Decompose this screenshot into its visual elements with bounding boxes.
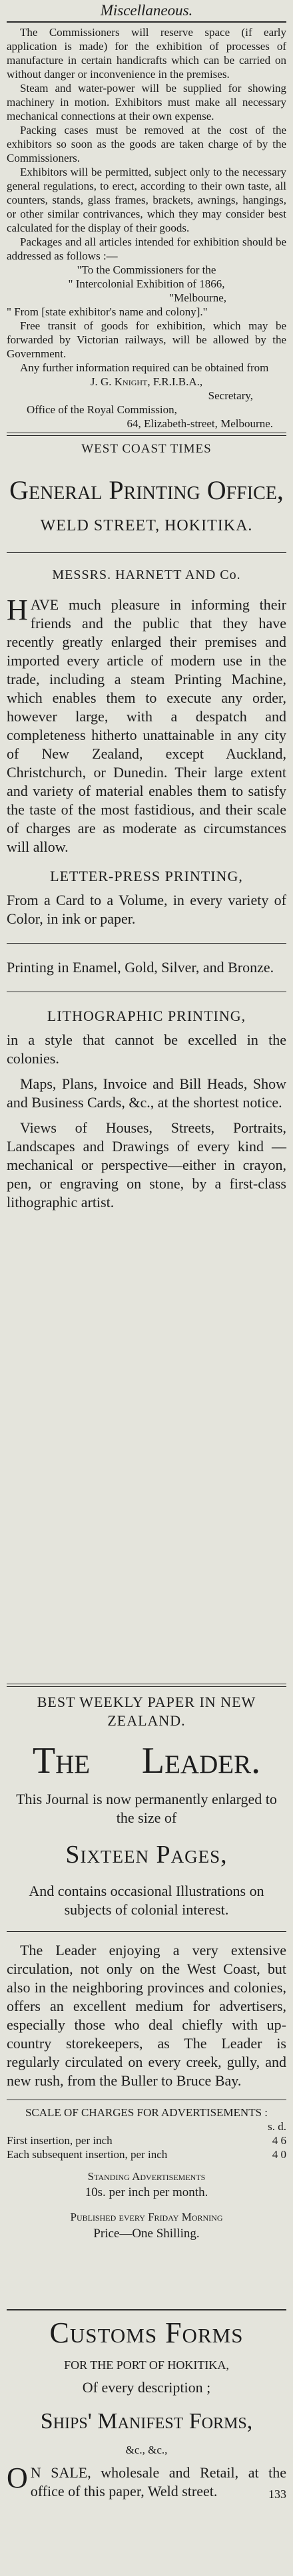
views-text: Views of Houses, Streets, Portraits, Landscapes and Drawings of every kind —mechanical or perspective—either in crayon, pen, or engraving on stone, by a first-class lithographic artist. xyxy=(7,1119,286,1210)
letterpress-text: From a Card to a Volume, in every variety of Color, in ink or paper. xyxy=(7,892,286,927)
best-paper-line: ZEALAND. xyxy=(107,1712,186,1729)
divider xyxy=(7,552,286,553)
sd-label: s. d. xyxy=(268,2120,286,2133)
price-row xyxy=(7,2133,286,2147)
exhibition-paragraph: Packages and all articles intended for exhibition should be addressed as follows :— xyxy=(7,236,286,262)
address-line: "Melbourne, xyxy=(169,291,226,304)
divider xyxy=(7,2309,286,2310)
printing-advertisement xyxy=(7,441,286,1212)
published-line: Published every Friday Morning xyxy=(70,2211,223,2223)
maps-text: Maps, Plans, Invoice and Bill Heads, Show and Business Cards, &c., at the shortest notice. xyxy=(7,1075,286,1111)
enlarged-text: This Journal is now permanently enlarged to the size of xyxy=(16,1791,277,1826)
office-title: General Printing Office, xyxy=(9,475,284,505)
signature-office: Office of the Royal Commission, xyxy=(27,403,177,416)
sixteen-pages: Sixteen Pages, xyxy=(65,1841,228,1869)
paper-name: WEST COAST TIMES xyxy=(81,442,212,456)
intro-paragraph xyxy=(7,596,286,856)
address-line: " Intercolonial Exhibition of 1866, xyxy=(68,277,225,290)
exhibition-paragraph: Exhibitors will be permitted, subject only to the necessary general regulations, to erect, according to their own taste, all counters, stands, glass frames, brackets, awnings, hangings, or other similar contrivances, which they may consider best calculated for the display of their goods. xyxy=(7,166,286,234)
price-header-row xyxy=(7,2119,286,2133)
best-paper-line: BEST WEEKLY PAPER IN NEW xyxy=(37,1694,256,1710)
customs-desc: Of every description ; xyxy=(82,2379,211,2396)
price-label: First insertion, per inch xyxy=(7,2134,113,2147)
standing-rate: 10s. per inch per month. xyxy=(85,2185,208,2199)
leader-masthead xyxy=(7,1741,286,1781)
exhibition-paragraph: Packing cases must be removed at the cost of the exhibitors so soon as the goods are taken charge of by the Commissioners. xyxy=(7,124,286,164)
exhibition-paragraph: Free transit of goods for exhibition, which may be forwarded by Victorian railways, will be allowed by the Government. xyxy=(7,319,286,360)
drop-cap: O xyxy=(7,2462,28,2494)
etc-line: &c., &c., xyxy=(125,2444,168,2456)
masthead-leader: Leader. xyxy=(141,1740,261,1781)
sale-text: N SALE, wholesale and Retail, at the office of this paper, Weld street. xyxy=(30,2464,286,2499)
exhibition-paragraph: The Commissioners will reserve space (if early application is made) for the exhibition of processes of manufacture in certain handicrafts which can be carried on without danger or inconvenience in the premises. xyxy=(7,26,286,81)
manifest-forms: Ships' Manifest Forms, xyxy=(40,2409,253,2434)
address-line: "To the Commissioners for the xyxy=(77,264,216,276)
intro-text: AVE much pleasure in informing their friends and the public that they have recently greatly enlarged their premises and imported every article of modern use in the trade, including a steam Printing Machine, which enables them to execute any order, however large, with a despatch and completeness hitherto unattainable in any city of New Zealand, except Auckland, Christchurch, or Dunedin. Their large extent and variety of material enables them to satisfy the taste of the most fastidious, and their scale of charges are as moderate as circumstances will allow. xyxy=(7,596,286,855)
divider xyxy=(7,1684,286,1687)
firm-name: MESSRS. HARNETT AND Co. xyxy=(52,568,241,582)
divider xyxy=(7,21,286,23)
leader-advertisement xyxy=(7,1693,286,2244)
exhibition-paragraph: Any further information required can be obtained from xyxy=(20,361,269,374)
enamel-text: Printing in Enamel, Gold, Silver, and Bronze. xyxy=(7,959,274,976)
letterpress-heading: LETTER-PRESS PRINTING, xyxy=(50,868,243,884)
address-line: " From [state exhibitor's name and colony]." xyxy=(7,305,208,318)
exhibition-notice xyxy=(7,25,286,431)
price-value: 4 0 xyxy=(272,2148,286,2161)
leader-body: The Leader enjoying a very extensive circulation, not only on the West Coast, but also in the neighboring provinces and colonies, offers an excellent medium for advertisers, especially those who deal chiefly with up-country storekeepers, as The Leader is regularly circulated on every creek, gully, and new rush, from the Buller to Bruce Bay. xyxy=(7,1942,286,2089)
customs-advertisement xyxy=(7,2313,286,2501)
contains-text: And contains occasional Illustrations on subjects of colonial interest. xyxy=(29,1883,264,1918)
divider xyxy=(7,1931,286,1932)
newspaper-column xyxy=(7,0,286,2501)
office-street: WELD STREET, HOKITIKA. xyxy=(40,517,253,534)
masthead-the: The xyxy=(32,1740,91,1781)
standing-heading: Standing Advertisements xyxy=(87,2170,206,2183)
price-label: Each subsequent insertion, per inch xyxy=(7,2148,168,2161)
price-line: Price—One Shilling. xyxy=(93,2227,200,2241)
scale-heading: SCALE OF CHARGES FOR ADVERTISEMENTS : xyxy=(25,2106,268,2119)
section-title: Miscellaneous. xyxy=(100,2,193,19)
litho-heading: LITHOGRAPHIC PRINTING, xyxy=(47,1008,246,1024)
signature-name: J. G. Knight, F.R.I.B.A., xyxy=(90,375,203,388)
customs-port: FOR THE PORT OF HOKITIKA, xyxy=(64,2358,229,2372)
ad-number: 133 xyxy=(268,2487,286,2501)
litho-text: in a style that cannot be excelled in the colonies. xyxy=(7,1031,286,1067)
customs-title: Customs Forms xyxy=(49,2316,244,2349)
section-header xyxy=(7,0,286,21)
signature-title: Secretary, xyxy=(208,389,253,402)
divider xyxy=(7,433,286,436)
price-value: 4 6 xyxy=(272,2134,286,2147)
divider xyxy=(7,943,286,944)
exhibition-paragraph: Steam and water-power will be supplied for showing machinery in motion. Exhibitors must make all necessary mechanical connections at their own expense. xyxy=(7,82,286,122)
signature-address: 64, Elizabeth-street, Melbourne. xyxy=(127,417,273,430)
price-row xyxy=(7,2147,286,2161)
drop-cap: H xyxy=(7,594,28,626)
